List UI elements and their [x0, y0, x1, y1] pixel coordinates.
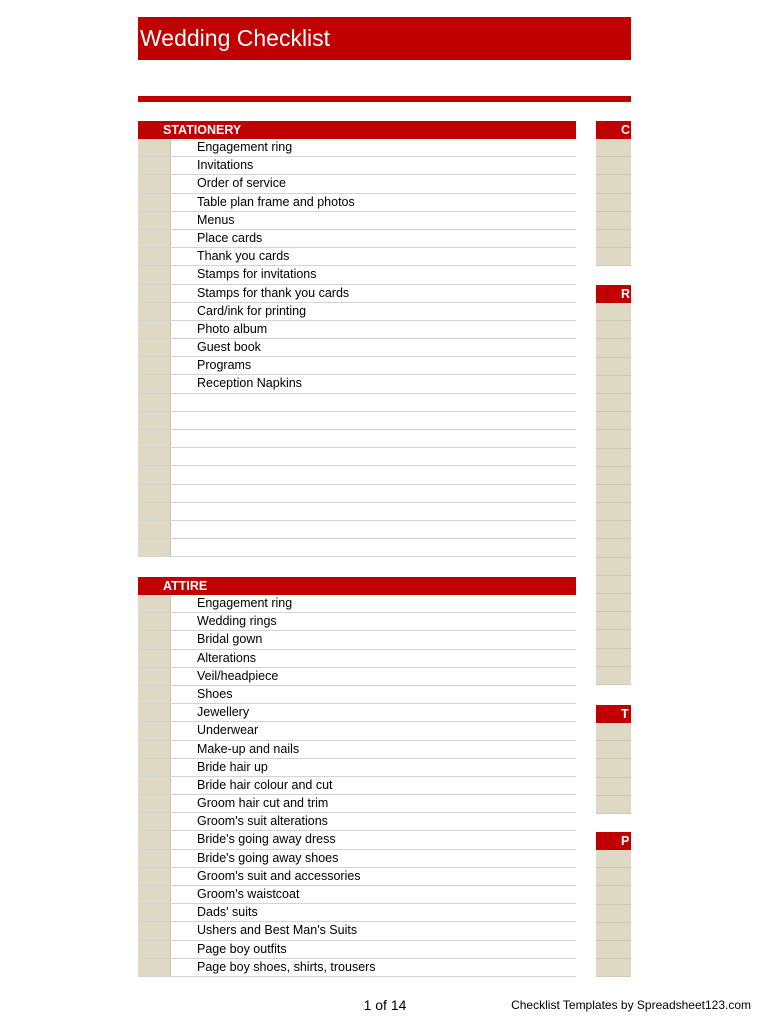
- checklist-row: [138, 303, 576, 321]
- right-checkbox-cell[interactable]: [596, 139, 631, 157]
- checklist-row: [138, 212, 576, 230]
- checkbox-cell[interactable]: [138, 613, 171, 630]
- checklist-row: [138, 959, 576, 977]
- item-label: Page boy outfits: [197, 941, 287, 956]
- checklist-row: [138, 704, 576, 722]
- item-label: Bride hair colour and cut: [197, 777, 333, 792]
- item-label: Place cards: [197, 230, 263, 245]
- checklist-row: [138, 941, 576, 959]
- item-label: Underwear: [197, 723, 259, 738]
- checkbox-cell[interactable]: [138, 503, 171, 520]
- section-header: ATTIRE: [138, 577, 576, 595]
- right-checkbox-cell[interactable]: [596, 649, 631, 667]
- checkbox-cell[interactable]: [138, 466, 171, 483]
- checkbox-cell[interactable]: [138, 850, 171, 867]
- checklist-row: [138, 722, 576, 740]
- checklist-section: [138, 577, 576, 977]
- right-section: [596, 285, 631, 685]
- checklist-row: [138, 922, 576, 940]
- checklist-row: [138, 412, 576, 430]
- item-label: Stamps for invitations: [197, 267, 317, 282]
- right-checkbox-cell[interactable]: [596, 941, 631, 959]
- checkbox-cell[interactable]: [138, 868, 171, 885]
- right-checkbox-cell[interactable]: [596, 630, 631, 648]
- right-checkbox-cell[interactable]: [596, 430, 631, 448]
- item-label: Groom's suit and accessories: [197, 868, 361, 883]
- item-label: Invitations: [197, 158, 254, 173]
- checkbox-cell[interactable]: [138, 741, 171, 758]
- item-label: Bridal gown: [197, 632, 263, 647]
- item-label: Card/ink for printing: [197, 303, 307, 318]
- right-checkbox-cell[interactable]: [596, 376, 631, 394]
- checklist-row: [138, 850, 576, 868]
- checkbox-cell[interactable]: [138, 357, 171, 374]
- item-label: Stamps for thank you cards: [197, 285, 350, 300]
- item-label: Wedding rings: [197, 614, 277, 629]
- item-label: Bride's going away dress: [197, 832, 336, 847]
- right-checkbox-cell[interactable]: [596, 321, 631, 339]
- right-checkbox-cell[interactable]: [596, 923, 631, 941]
- checkbox-cell[interactable]: [138, 722, 171, 739]
- item-label: Groom's suit alterations: [197, 814, 328, 829]
- checkbox-cell[interactable]: [138, 686, 171, 703]
- right-checkbox-cell[interactable]: [596, 886, 631, 904]
- checkbox-cell[interactable]: [138, 668, 171, 685]
- checkbox-cell[interactable]: [138, 795, 171, 812]
- item-label: Ushers and Best Man's Suits: [197, 923, 358, 938]
- checklist-row: [138, 285, 576, 303]
- right-checkbox-cell[interactable]: [596, 358, 631, 376]
- checklist-row: [138, 466, 576, 484]
- checklist-row: [138, 321, 576, 339]
- title-divider: [138, 96, 631, 102]
- right-checkbox-cell[interactable]: [596, 905, 631, 923]
- checklist-row: [138, 521, 576, 539]
- right-checkbox-cell[interactable]: [596, 759, 631, 777]
- checkbox-cell[interactable]: [138, 448, 171, 465]
- checklist-row: [138, 248, 576, 266]
- item-label: Engagement ring: [197, 596, 293, 610]
- right-checkbox-cell[interactable]: [596, 868, 631, 886]
- checkbox-cell[interactable]: [138, 904, 171, 921]
- checkbox-cell[interactable]: [138, 139, 171, 156]
- page-number: 1 of 14: [363, 997, 407, 1013]
- right-checkbox-cell[interactable]: [596, 558, 631, 576]
- item-label: Make-up and nails: [197, 741, 300, 756]
- checkbox-cell[interactable]: [138, 539, 171, 556]
- item-label: Groom's waistcoat: [197, 887, 300, 901]
- checkbox-cell[interactable]: [138, 175, 171, 192]
- checkbox-cell[interactable]: [138, 831, 171, 848]
- right-checkbox-cell[interactable]: [596, 576, 631, 594]
- checkbox-cell[interactable]: [138, 886, 171, 903]
- checklist-row: [138, 430, 576, 448]
- right-checkbox-cell[interactable]: [596, 796, 631, 814]
- checklist-row: [138, 139, 576, 157]
- checklist-row: [138, 539, 576, 557]
- right-checkbox-cell[interactable]: [596, 467, 631, 485]
- checkbox-cell[interactable]: [138, 394, 171, 411]
- item-label: Thank you cards: [197, 249, 290, 264]
- right-section: [596, 705, 631, 814]
- checkbox-cell[interactable]: [138, 631, 171, 648]
- section-header: STATIONERY: [138, 121, 576, 139]
- checklist-row: [138, 503, 576, 521]
- checkbox-cell[interactable]: [138, 375, 171, 392]
- checklist-row: [138, 230, 576, 248]
- right-checkbox-cell[interactable]: [596, 303, 631, 321]
- checklist-row: [138, 777, 576, 795]
- right-section: [596, 832, 631, 977]
- right-checkbox-cell[interactable]: [596, 157, 631, 175]
- checkbox-cell[interactable]: [138, 813, 171, 830]
- right-checkbox-cell[interactable]: [596, 230, 631, 248]
- checkbox-cell[interactable]: [138, 777, 171, 794]
- right-section-header: P: [596, 832, 631, 850]
- checklist-row: [138, 157, 576, 175]
- footer-credit: Checklist Templates by Spreadsheet123.com: [511, 998, 751, 1012]
- checklist-row: [138, 686, 576, 704]
- checkbox-cell[interactable]: [138, 704, 171, 721]
- item-label: Guest book: [197, 340, 261, 355]
- right-checkbox-cell[interactable]: [596, 612, 631, 630]
- item-label: Reception Napkins: [197, 376, 302, 391]
- right-checkbox-cell[interactable]: [596, 850, 631, 868]
- checklist-row: [138, 448, 576, 466]
- checklist-row: [138, 194, 576, 212]
- checkbox-cell[interactable]: [138, 759, 171, 776]
- checkbox-cell[interactable]: [138, 194, 171, 211]
- checkbox-cell[interactable]: [138, 595, 171, 612]
- item-label: Jewellery: [197, 705, 250, 720]
- right-checkbox-cell[interactable]: [596, 741, 631, 759]
- right-checkbox-cell[interactable]: [596, 194, 631, 212]
- checklist-row: [138, 339, 576, 357]
- right-checkbox-cell[interactable]: [596, 594, 631, 612]
- item-label: Menus: [197, 212, 235, 227]
- item-label: Shoes: [197, 686, 233, 701]
- checklist-row: [138, 759, 576, 777]
- right-checkbox-cell[interactable]: [596, 667, 631, 685]
- checkbox-cell[interactable]: [138, 650, 171, 667]
- checkbox-cell[interactable]: [138, 959, 171, 976]
- checklist-row: [138, 485, 576, 503]
- checklist-row: [138, 886, 576, 904]
- checkbox-cell[interactable]: [138, 212, 171, 229]
- item-label: Bride's going away shoes: [197, 850, 339, 865]
- right-checkbox-cell[interactable]: [596, 248, 631, 266]
- right-checkbox-cell[interactable]: [596, 959, 631, 977]
- item-label: Photo album: [197, 321, 268, 336]
- checklist-row: [138, 595, 576, 613]
- right-checkbox-cell[interactable]: [596, 778, 631, 796]
- checkbox-cell[interactable]: [138, 412, 171, 429]
- checkbox-cell[interactable]: [138, 230, 171, 247]
- checkbox-cell[interactable]: [138, 339, 171, 356]
- checklist-row: [138, 394, 576, 412]
- checkbox-cell[interactable]: [138, 321, 171, 338]
- checklist-row: [138, 375, 576, 393]
- checklist-row: [138, 831, 576, 849]
- item-label: Programs: [197, 358, 252, 373]
- checklist-row: [138, 668, 576, 686]
- checklist-section: [138, 121, 576, 557]
- item-label: Bride hair up: [197, 759, 268, 774]
- checkbox-cell[interactable]: [138, 941, 171, 958]
- checkbox-cell[interactable]: [138, 922, 171, 939]
- checkbox-cell[interactable]: [138, 248, 171, 265]
- checklist-row: [138, 868, 576, 886]
- checkbox-cell[interactable]: [138, 521, 171, 538]
- item-label: Table plan frame and photos: [197, 194, 355, 209]
- checklist-row: [138, 741, 576, 759]
- checklist-row: [138, 357, 576, 375]
- checklist-row: [138, 813, 576, 831]
- right-checkbox-cell[interactable]: [596, 339, 631, 357]
- checkbox-cell[interactable]: [138, 266, 171, 283]
- right-checkbox-cell[interactable]: [596, 175, 631, 193]
- checkbox-cell[interactable]: [138, 157, 171, 174]
- checkbox-cell[interactable]: [138, 303, 171, 320]
- right-checkbox-cell[interactable]: [596, 212, 631, 230]
- right-checkbox-cell[interactable]: [596, 394, 631, 412]
- checklist-row: [138, 631, 576, 649]
- item-label: Page boy shoes, shirts, trousers: [197, 959, 376, 974]
- page-title: Wedding Checklist: [138, 17, 631, 60]
- right-checkbox-cell[interactable]: [596, 723, 631, 741]
- item-label: Veil/headpiece: [197, 668, 279, 683]
- item-label: Groom hair cut and trim: [197, 796, 329, 811]
- checklist-row: [138, 904, 576, 922]
- item-label: Engagement ring: [197, 140, 293, 154]
- right-checkbox-cell[interactable]: [596, 449, 631, 467]
- checkbox-cell[interactable]: [138, 430, 171, 447]
- right-section: [596, 121, 631, 266]
- item-label: Alterations: [197, 650, 257, 665]
- checkbox-cell[interactable]: [138, 285, 171, 302]
- checklist-row: [138, 266, 576, 284]
- right-section-header: C: [596, 121, 631, 139]
- right-section-header: T: [596, 705, 631, 723]
- right-checkbox-cell[interactable]: [596, 521, 631, 539]
- right-section-header: R: [596, 285, 631, 303]
- item-label: Order of service: [197, 176, 286, 191]
- checklist-row: [138, 613, 576, 631]
- right-checkbox-cell[interactable]: [596, 485, 631, 503]
- checklist-row: [138, 650, 576, 668]
- item-label: Dads' suits: [197, 905, 258, 920]
- right-checkbox-cell[interactable]: [596, 503, 631, 521]
- checklist-row: [138, 795, 576, 813]
- checkbox-cell[interactable]: [138, 485, 171, 502]
- right-checkbox-cell[interactable]: [596, 412, 631, 430]
- right-checkbox-cell[interactable]: [596, 539, 631, 557]
- checklist-row: [138, 175, 576, 193]
